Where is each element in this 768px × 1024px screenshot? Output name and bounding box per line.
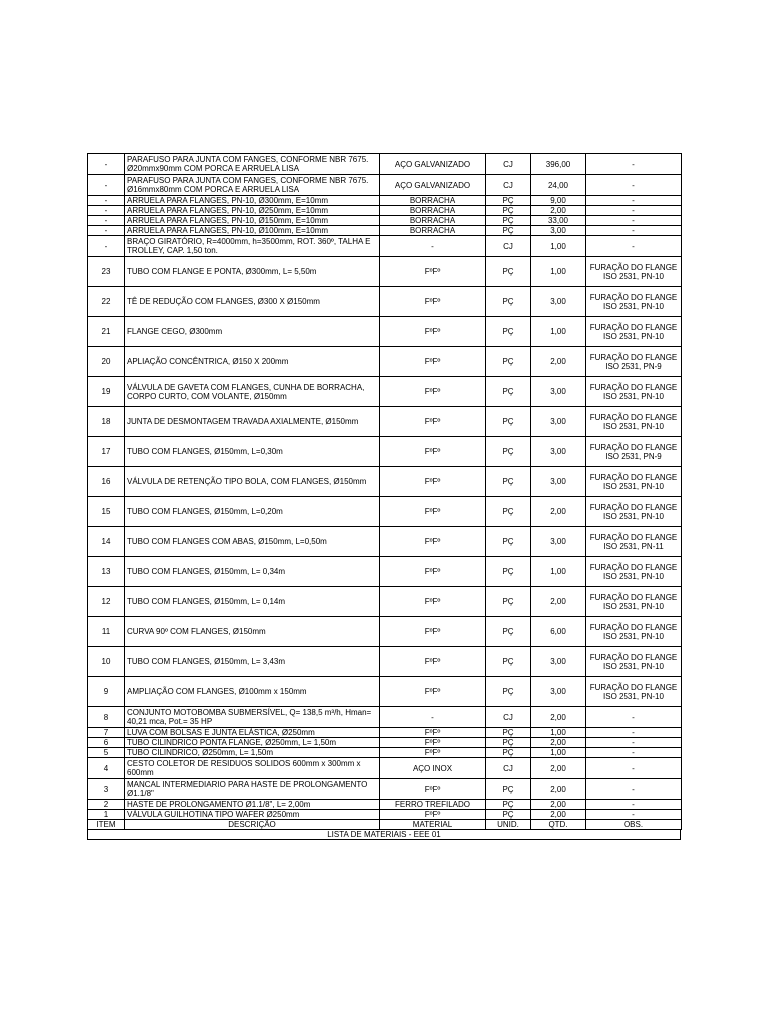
row-observations: - bbox=[586, 800, 682, 810]
table-row bbox=[88, 407, 682, 437]
row-unit: PÇ bbox=[486, 617, 531, 647]
row-observations: - bbox=[586, 738, 682, 748]
row-quantity: 33,00 bbox=[531, 216, 586, 226]
row-unit: PÇ bbox=[486, 377, 531, 407]
row-observations: FURAÇÃO DO FLANGE ISO 2531, PN-10 bbox=[586, 377, 682, 407]
row-observations: - bbox=[586, 748, 682, 758]
row-description: TUBO CILINDRICO, Ø250mm, L= 1,50m bbox=[125, 748, 380, 758]
row-description: TUBO COM FLANGES COM ABAS, Ø150mm, L=0,50m bbox=[125, 527, 380, 557]
row-item: 14 bbox=[88, 527, 125, 557]
row-item: 10 bbox=[88, 647, 125, 677]
row-unit: CJ bbox=[486, 236, 531, 257]
row-item: 5 bbox=[88, 748, 125, 758]
row-observations: - bbox=[586, 175, 682, 196]
row-quantity: 1,00 bbox=[531, 236, 586, 257]
row-unit: PÇ bbox=[486, 287, 531, 317]
row-quantity: 3,00 bbox=[531, 407, 586, 437]
row-quantity: 2,00 bbox=[531, 800, 586, 810]
row-description: ARRUELA PARA FLANGES, PN-10, Ø250mm, E=10mm bbox=[125, 206, 380, 216]
row-observations: FURAÇÃO DO FLANGE ISO 2531, PN-10 bbox=[586, 257, 682, 287]
row-description: CESTO COLETOR DE RESIDUOS SOLIDOS 600mm x 300mm x 600mm bbox=[125, 758, 380, 779]
row-material: BORRACHA bbox=[380, 196, 486, 206]
table-row bbox=[88, 728, 682, 738]
row-description: TUBO COM FLANGES, Ø150mm, L= 0,14m bbox=[125, 587, 380, 617]
row-description: APLIAÇÃO CONCÊNTRICA, Ø150 X 200mm bbox=[125, 347, 380, 377]
row-material: AÇO GALVANIZADO bbox=[380, 175, 486, 196]
row-material: AÇO GALVANIZADO bbox=[380, 154, 486, 175]
row-unit: PÇ bbox=[486, 437, 531, 467]
row-material: FERRO TREFILADO bbox=[380, 800, 486, 810]
row-quantity: 2,00 bbox=[531, 738, 586, 748]
table-row bbox=[88, 317, 682, 347]
row-observations: FURAÇÃO DO FLANGE ISO 2531, PN-9 bbox=[586, 347, 682, 377]
row-observations: - bbox=[586, 779, 682, 800]
row-item: 9 bbox=[88, 677, 125, 707]
row-description: FLANGE CEGO, Ø300mm bbox=[125, 317, 380, 347]
row-description: VÁLVULA DE GAVETA COM FLANGES, CUNHA DE BORRACHA, CORPO CURTO, COM VOLANTE, Ø150mm bbox=[125, 377, 380, 407]
row-description: LUVA COM BOLSAS E JUNTA ELÁSTICA, Ø250mm bbox=[125, 728, 380, 738]
row-quantity: 24,00 bbox=[531, 175, 586, 196]
row-observations: - bbox=[586, 226, 682, 236]
row-quantity: 2,00 bbox=[531, 810, 586, 820]
row-description: PARAFUSO PARA JUNTA COM FANGES, CONFORME NBR 7675. Ø16mmx80mm COM PORCA E ARRUELA LISA bbox=[125, 175, 380, 196]
row-unit: PÇ bbox=[486, 800, 531, 810]
table-row bbox=[88, 437, 682, 467]
row-item: 23 bbox=[88, 257, 125, 287]
row-material: FºFº bbox=[380, 377, 486, 407]
row-description: BRAÇO GIRATÓRIO, R=4000mm, h=3500mm, ROT. 360º, TALHA E TROLLEY, CAP. 1,50 ton. bbox=[125, 236, 380, 257]
header-quantity: QTD. bbox=[531, 820, 586, 830]
row-observations: FURAÇÃO DO FLANGE ISO 2531, PN-10 bbox=[586, 557, 682, 587]
row-unit: PÇ bbox=[486, 226, 531, 236]
row-description: ARRUELA PARA FLANGES, PN-10, Ø150mm, E=10mm bbox=[125, 216, 380, 226]
row-material: BORRACHA bbox=[380, 216, 486, 226]
row-unit: PÇ bbox=[486, 527, 531, 557]
row-observations: FURAÇÃO DO FLANGE ISO 2531, PN-10 bbox=[586, 647, 682, 677]
row-observations: - bbox=[586, 236, 682, 257]
row-quantity: 1,00 bbox=[531, 748, 586, 758]
row-quantity: 1,00 bbox=[531, 317, 586, 347]
table-row bbox=[88, 677, 682, 707]
table-row bbox=[88, 236, 682, 257]
row-material: FºFº bbox=[380, 728, 486, 738]
row-quantity: 3,00 bbox=[531, 677, 586, 707]
row-description: MANCAL INTERMEDIARIO PARA HASTE DE PROLONGAMENTO Ø1.1/8" bbox=[125, 779, 380, 800]
row-description: TUBO COM FLANGES, Ø150mm, L=0,20m bbox=[125, 497, 380, 527]
row-description: CURVA 90º COM FLANGES, Ø150mm bbox=[125, 617, 380, 647]
row-quantity: 3,00 bbox=[531, 437, 586, 467]
table-row bbox=[88, 779, 682, 800]
row-quantity: 3,00 bbox=[531, 377, 586, 407]
row-unit: PÇ bbox=[486, 748, 531, 758]
row-quantity: 6,00 bbox=[531, 617, 586, 647]
row-observations: - bbox=[586, 206, 682, 216]
row-material: FºFº bbox=[380, 257, 486, 287]
row-observations: FURAÇÃO DO FLANGE ISO 2531, PN-10 bbox=[586, 677, 682, 707]
row-item: 22 bbox=[88, 287, 125, 317]
row-item: 6 bbox=[88, 738, 125, 748]
header-description: DESCRIÇÃO bbox=[125, 820, 380, 830]
row-quantity: 396,00 bbox=[531, 154, 586, 175]
row-quantity: 1,00 bbox=[531, 728, 586, 738]
row-description: TUBO COM FLANGES, Ø150mm, L= 3,43m bbox=[125, 647, 380, 677]
row-quantity: 3,00 bbox=[531, 467, 586, 497]
row-unit: PÇ bbox=[486, 677, 531, 707]
row-material: FºFº bbox=[380, 810, 486, 820]
row-item: 18 bbox=[88, 407, 125, 437]
row-material: FºFº bbox=[380, 617, 486, 647]
header-material: MATERIAL bbox=[380, 820, 486, 830]
row-quantity: 2,00 bbox=[531, 779, 586, 800]
row-quantity: 3,00 bbox=[531, 226, 586, 236]
row-item: 21 bbox=[88, 317, 125, 347]
row-material: FºFº bbox=[380, 527, 486, 557]
row-material: AÇO INOX bbox=[380, 758, 486, 779]
row-quantity: 2,00 bbox=[531, 758, 586, 779]
material-list-table bbox=[87, 153, 682, 830]
row-unit: PÇ bbox=[486, 347, 531, 377]
row-unit: PÇ bbox=[486, 196, 531, 206]
row-quantity: 2,00 bbox=[531, 206, 586, 216]
row-description: TÊ DE REDUÇÃO COM FLANGES, Ø300 X Ø150mm bbox=[125, 287, 380, 317]
row-material: FºFº bbox=[380, 437, 486, 467]
row-description: TUBO CILINDRICO PONTA FLANGE, Ø250mm, L= 1,50m bbox=[125, 738, 380, 748]
row-observations: FURAÇÃO DO FLANGE ISO 2531, PN-11 bbox=[586, 527, 682, 557]
table-row bbox=[88, 175, 682, 196]
row-unit: CJ bbox=[486, 175, 531, 196]
row-description: VÁLVULA DE RETENÇÃO TIPO BOLA, COM FLANGES, Ø150mm bbox=[125, 467, 380, 497]
row-unit: CJ bbox=[486, 758, 531, 779]
table-row bbox=[88, 707, 682, 728]
row-item: 19 bbox=[88, 377, 125, 407]
row-observations: FURAÇÃO DO FLANGE ISO 2531, PN-10 bbox=[586, 617, 682, 647]
row-quantity: 2,00 bbox=[531, 497, 586, 527]
row-quantity: 3,00 bbox=[531, 527, 586, 557]
header-item: ITEM bbox=[88, 820, 125, 830]
row-material: BORRACHA bbox=[380, 206, 486, 216]
row-observations: FURAÇÃO DO FLANGE ISO 2531, PN-10 bbox=[586, 407, 682, 437]
row-unit: PÇ bbox=[486, 497, 531, 527]
row-material: FºFº bbox=[380, 587, 486, 617]
table-header-row bbox=[88, 820, 682, 830]
row-quantity: 2,00 bbox=[531, 707, 586, 728]
row-item: - bbox=[88, 196, 125, 206]
table-row bbox=[88, 810, 682, 820]
row-material: FºFº bbox=[380, 738, 486, 748]
row-item: - bbox=[88, 226, 125, 236]
row-item: 11 bbox=[88, 617, 125, 647]
row-unit: PÇ bbox=[486, 810, 531, 820]
row-item: - bbox=[88, 236, 125, 257]
row-quantity: 2,00 bbox=[531, 587, 586, 617]
row-observations: - bbox=[586, 810, 682, 820]
row-quantity: 9,00 bbox=[531, 196, 586, 206]
row-quantity: 3,00 bbox=[531, 287, 586, 317]
row-unit: PÇ bbox=[486, 407, 531, 437]
row-observations: - bbox=[586, 707, 682, 728]
row-observations: FURAÇÃO DO FLANGE ISO 2531, PN-10 bbox=[586, 587, 682, 617]
row-item: 20 bbox=[88, 347, 125, 377]
row-item: 4 bbox=[88, 758, 125, 779]
row-description: VÁLVULA GUILHOTINA TIPO WAFER Ø250mm bbox=[125, 810, 380, 820]
row-unit: PÇ bbox=[486, 557, 531, 587]
row-unit: PÇ bbox=[486, 779, 531, 800]
row-observations: - bbox=[586, 758, 682, 779]
row-item: 16 bbox=[88, 467, 125, 497]
row-unit: PÇ bbox=[486, 738, 531, 748]
row-item: - bbox=[88, 216, 125, 226]
row-description: PARAFUSO PARA JUNTA COM FANGES, CONFORME NBR 7675. Ø20mmx90mm COM PORCA E ARRUELA LISA bbox=[125, 154, 380, 175]
row-observations: - bbox=[586, 154, 682, 175]
row-observations: FURAÇÃO DO FLANGE ISO 2531, PN-10 bbox=[586, 287, 682, 317]
row-item: 13 bbox=[88, 557, 125, 587]
table-row bbox=[88, 287, 682, 317]
row-item: 12 bbox=[88, 587, 125, 617]
table-row bbox=[88, 738, 682, 748]
table-row bbox=[88, 758, 682, 779]
table-row bbox=[88, 557, 682, 587]
row-unit: CJ bbox=[486, 707, 531, 728]
row-description: HASTE DE PROLONGAMENTO Ø1.1/8", L= 2,00m bbox=[125, 800, 380, 810]
material-list-sheet bbox=[87, 153, 681, 840]
row-item: 15 bbox=[88, 497, 125, 527]
row-material: FºFº bbox=[380, 497, 486, 527]
table-row bbox=[88, 527, 682, 557]
row-observations: FURAÇÃO DO FLANGE ISO 2531, PN-9 bbox=[586, 437, 682, 467]
row-material: FºFº bbox=[380, 647, 486, 677]
table-title-footer: LISTA DE MATERIAIS - EEE 01 bbox=[87, 830, 681, 840]
table-row bbox=[88, 226, 682, 236]
row-item: 3 bbox=[88, 779, 125, 800]
table-row bbox=[88, 257, 682, 287]
row-description: CONJUNTO MOTOBOMBA SUBMERSÍVEL, Q= 138,5 m³/h, Hman= 40,21 mca, Pot.= 35 HP bbox=[125, 707, 380, 728]
table-row bbox=[88, 800, 682, 810]
row-item: 8 bbox=[88, 707, 125, 728]
row-observations: FURAÇÃO DO FLANGE ISO 2531, PN-10 bbox=[586, 467, 682, 497]
row-material: FºFº bbox=[380, 317, 486, 347]
table-row bbox=[88, 748, 682, 758]
row-unit: PÇ bbox=[486, 206, 531, 216]
row-observations: - bbox=[586, 196, 682, 206]
header-observations: OBS. bbox=[586, 820, 682, 830]
row-unit: PÇ bbox=[486, 728, 531, 738]
row-material: FºFº bbox=[380, 677, 486, 707]
row-item: 17 bbox=[88, 437, 125, 467]
table-row bbox=[88, 467, 682, 497]
table-row bbox=[88, 377, 682, 407]
table-row bbox=[88, 647, 682, 677]
row-item: 2 bbox=[88, 800, 125, 810]
row-material: FºFº bbox=[380, 779, 486, 800]
row-description: JUNTA DE DESMONTAGEM TRAVADA AXIALMENTE, Ø150mm bbox=[125, 407, 380, 437]
row-observations: FURAÇÃO DO FLANGE ISO 2531, PN-10 bbox=[586, 317, 682, 347]
row-quantity: 2,00 bbox=[531, 347, 586, 377]
table-row bbox=[88, 347, 682, 377]
row-description: TUBO COM FLANGES, Ø150mm, L= 0,34m bbox=[125, 557, 380, 587]
row-material: FºFº bbox=[380, 287, 486, 317]
row-description: ARRUELA PARA FLANGES, PN-10, Ø100mm, E=10mm bbox=[125, 226, 380, 236]
row-material: FºFº bbox=[380, 467, 486, 497]
row-observations: - bbox=[586, 216, 682, 226]
table-row bbox=[88, 196, 682, 206]
row-quantity: 1,00 bbox=[531, 257, 586, 287]
row-unit: PÇ bbox=[486, 587, 531, 617]
row-unit: PÇ bbox=[486, 257, 531, 287]
row-item: - bbox=[88, 206, 125, 216]
row-description: TUBO COM FLANGE E PONTA, Ø300mm, L= 5,50m bbox=[125, 257, 380, 287]
row-unit: CJ bbox=[486, 154, 531, 175]
table-row bbox=[88, 216, 682, 226]
row-observations: - bbox=[586, 728, 682, 738]
material-list-body bbox=[88, 154, 682, 820]
row-description: ARRUELA PARA FLANGES, PN-10, Ø300mm, E=10mm bbox=[125, 196, 380, 206]
table-row bbox=[88, 497, 682, 527]
table-row bbox=[88, 587, 682, 617]
table-row bbox=[88, 617, 682, 647]
row-material: FºFº bbox=[380, 407, 486, 437]
row-unit: PÇ bbox=[486, 467, 531, 497]
row-material: BORRACHA bbox=[380, 226, 486, 236]
row-item: - bbox=[88, 175, 125, 196]
row-material: FºFº bbox=[380, 748, 486, 758]
row-material: - bbox=[380, 707, 486, 728]
row-observations: FURAÇÃO DO FLANGE ISO 2531, PN-10 bbox=[586, 497, 682, 527]
table-row bbox=[88, 154, 682, 175]
row-item: 1 bbox=[88, 810, 125, 820]
row-item: 7 bbox=[88, 728, 125, 738]
row-quantity: 1,00 bbox=[531, 557, 586, 587]
header-unit: UNID. bbox=[486, 820, 531, 830]
row-description: AMPLIAÇÃO COM FLANGES, Ø100mm x 150mm bbox=[125, 677, 380, 707]
row-quantity: 3,00 bbox=[531, 647, 586, 677]
row-unit: PÇ bbox=[486, 317, 531, 347]
table-row bbox=[88, 206, 682, 216]
row-unit: PÇ bbox=[486, 647, 531, 677]
row-material: - bbox=[380, 236, 486, 257]
row-material: FºFº bbox=[380, 347, 486, 377]
row-unit: PÇ bbox=[486, 216, 531, 226]
row-material: FºFº bbox=[380, 557, 486, 587]
row-description: TUBO COM FLANGES, Ø150mm, L=0,30m bbox=[125, 437, 380, 467]
row-item: - bbox=[88, 154, 125, 175]
